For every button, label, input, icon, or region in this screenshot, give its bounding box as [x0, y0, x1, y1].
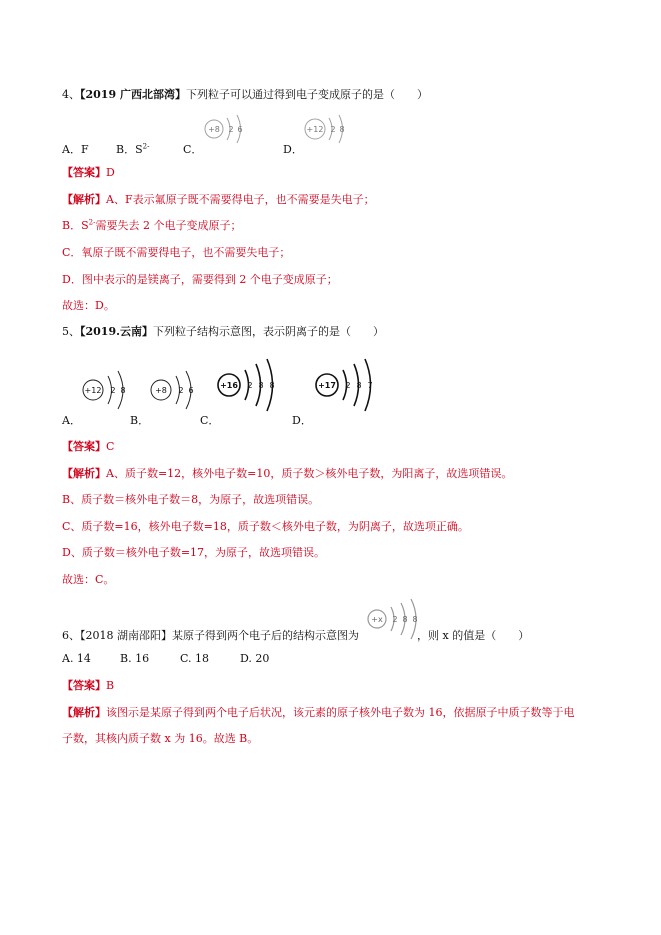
q5-conclusion: 故选：C。 [62, 573, 115, 586]
q5-analysis-label: 【解析】 [62, 467, 106, 480]
q4-analysis-line-4: D．图中表示的是镁离子，需要得到 2 个电子变成原子； [62, 273, 338, 286]
q5-option-c: C． [200, 414, 220, 427]
q5-a-shell-1: 2 [110, 386, 116, 395]
q4-atom-diagram-c [200, 112, 250, 148]
q6-source: 【2018 湖南邵阳】 [80, 629, 172, 642]
q5-d-shell-1: 2 [345, 381, 351, 390]
q6-shell-3: 8 [412, 615, 418, 624]
q4-answer [62, 166, 115, 180]
q4-d-shell-2: 8 [339, 125, 345, 134]
q6-analysis-label: 【解析】 [62, 706, 106, 719]
q4-option-d: D． [283, 143, 303, 156]
q5-d-shell-3: 7 [367, 381, 373, 390]
q6-number: 6、 [62, 629, 80, 642]
q5-source: 【2019.云南】 [80, 325, 153, 338]
q5-answer-value: C [106, 440, 115, 453]
q5-option-a: A． [62, 414, 81, 427]
q5-answer-label: 【答案】 [62, 440, 106, 453]
q5-option-b: B． [130, 414, 150, 427]
q6-answer [62, 679, 114, 693]
q5-c-shell-1: 2 [247, 381, 253, 390]
q4-option-a: A．F [62, 143, 89, 156]
q6-answer-value: B [106, 679, 115, 692]
q6-analysis-line-1: 【解析】该图示是某原子得到两个电子后状况，该元素的原子核外电子数为 16，依据原子中质子数等于电 [62, 706, 575, 719]
q6-atom-diagram [364, 598, 422, 642]
q5-d-nucleus: +17 [318, 381, 336, 390]
q5-c-nucleus: +16 [220, 381, 238, 390]
q4-atom-diagram-d [300, 112, 354, 148]
q6-option-a: A. 14 [62, 652, 91, 665]
q4-option-c: C． [183, 143, 203, 156]
q6-stem-before: 某原子得到两个电子后的结构示意图为 [172, 629, 359, 642]
q4-c-nucleus: +8 [208, 125, 220, 134]
q4-analysis-line-1: 【解析】A、F表示氟原子既不需要得电子，也不需要是失电子； [62, 193, 375, 206]
q5-option-d: D． [292, 414, 312, 427]
q4-stem: 下列粒子可以通过得到电子变成原子的是（ ） [185, 88, 428, 101]
q6-option-c: C. 18 [180, 652, 210, 665]
q4-c-shell-2: 6 [237, 125, 243, 134]
q4-analysis-line-2: B．$S^{2-}$需要失去 2 个电子变成原子； [62, 218, 242, 232]
q5-d-shell-2: 8 [356, 381, 362, 390]
q5-atom-diagram-c [214, 356, 280, 418]
q6-stem-after: ，则 x 的值是（ ） [417, 629, 530, 642]
q4-option-b: B．$S^{2-}$ [116, 142, 150, 156]
q6-option-b: B. 16 [120, 652, 150, 665]
q5-stem: 下列粒子结构示意图，表示阴离子的是（ ） [152, 325, 384, 338]
q5-b-nucleus: +8 [155, 386, 167, 395]
q6-answer-label: 【答案】 [62, 679, 106, 692]
q4-number: 4、 [62, 88, 80, 101]
q6-analysis-line-2: 子数，其核内质子数 x 为 16。故选 B。 [62, 732, 259, 745]
q4-d-shell-1: 2 [330, 125, 336, 134]
q5-analysis-line-1: 【解析】A、质子数=12，核外电子数=10，质子数＞核外电子数，为阳离子，故选项错误。 [62, 467, 513, 480]
q5-a-shell-2: 8 [120, 386, 126, 395]
q6-shell-2: 8 [402, 615, 408, 624]
q5-c-shell-2: 8 [258, 381, 264, 390]
q5-atom-diagram-a [80, 366, 132, 416]
q5-number: 5、 [62, 325, 80, 338]
q5-stem-line [62, 325, 384, 339]
q5-analysis-line-3: C、质子数=16，核外电子数=18，质子数＜核外电子数，为阴离子，故选项正确。 [62, 520, 469, 533]
q5-c-shell-3: 8 [269, 381, 275, 390]
q5-a-nucleus: +12 [84, 386, 102, 395]
q4-conclusion: 故选：D。 [62, 299, 115, 312]
q4-stem-line [62, 88, 428, 102]
q4-answer-value: D [106, 166, 115, 179]
q4-c-shell-1: 2 [228, 125, 234, 134]
q6-option-d: D. 20 [240, 652, 270, 665]
q5-answer [62, 440, 114, 454]
q5-b-shell-2: 6 [188, 386, 194, 395]
q4-analysis-label: 【解析】 [62, 193, 106, 206]
q5-atom-diagram-b [148, 366, 200, 416]
q4-source: 【2019 广西北部湾】 [80, 88, 186, 101]
q4-analysis-line-3: C．氧原子既不需要得电子，也不需要失电子； [62, 246, 291, 259]
q5-analysis-line-2: B、质子数＝核外电子数＝8，为原子，故选项错误。 [62, 493, 320, 506]
q6-nucleus: +x [371, 615, 383, 624]
q5-atom-diagram-d [312, 356, 378, 418]
q4-answer-label: 【答案】 [62, 166, 106, 179]
q6-stem-line [62, 629, 529, 643]
q5-analysis-line-4: D、质子数＝核外电子数=17，为原子，故选项错误。 [62, 546, 326, 559]
q5-b-shell-1: 2 [178, 386, 184, 395]
q4-d-nucleus: +12 [306, 125, 324, 134]
q6-shell-1: 2 [392, 615, 398, 624]
